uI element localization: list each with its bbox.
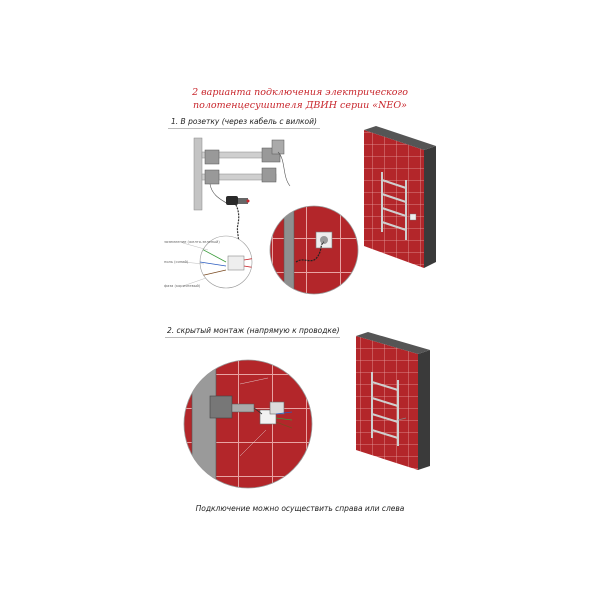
socket-magnified-illustration [266, 202, 366, 302]
section-1-label: 1. В розетку (через кабель с вилкой) [171, 117, 317, 126]
footer-note: Подключение можно осуществить справа или слева [195, 504, 405, 513]
hidden-wiring-magnified-illustration [180, 356, 320, 496]
title-line-2: полотенцесушителя ДВИН серии «NEO» [193, 100, 407, 111]
wire-label-ground: заземление (желто-зеленый) [164, 240, 220, 244]
wall-illustration-1 [364, 126, 436, 268]
wire-label-phase: фаза (коричневый) [164, 284, 201, 288]
title-line-1: 2 варианта подключения электрического [192, 87, 408, 98]
plug-indicator-icon [247, 200, 250, 203]
wall-illustration-2 [356, 332, 430, 470]
wire-label-neutral: ноль (синий) [164, 260, 189, 264]
section-2-label: 2. скрытый монтаж (напрямую к проводке) [167, 326, 340, 335]
